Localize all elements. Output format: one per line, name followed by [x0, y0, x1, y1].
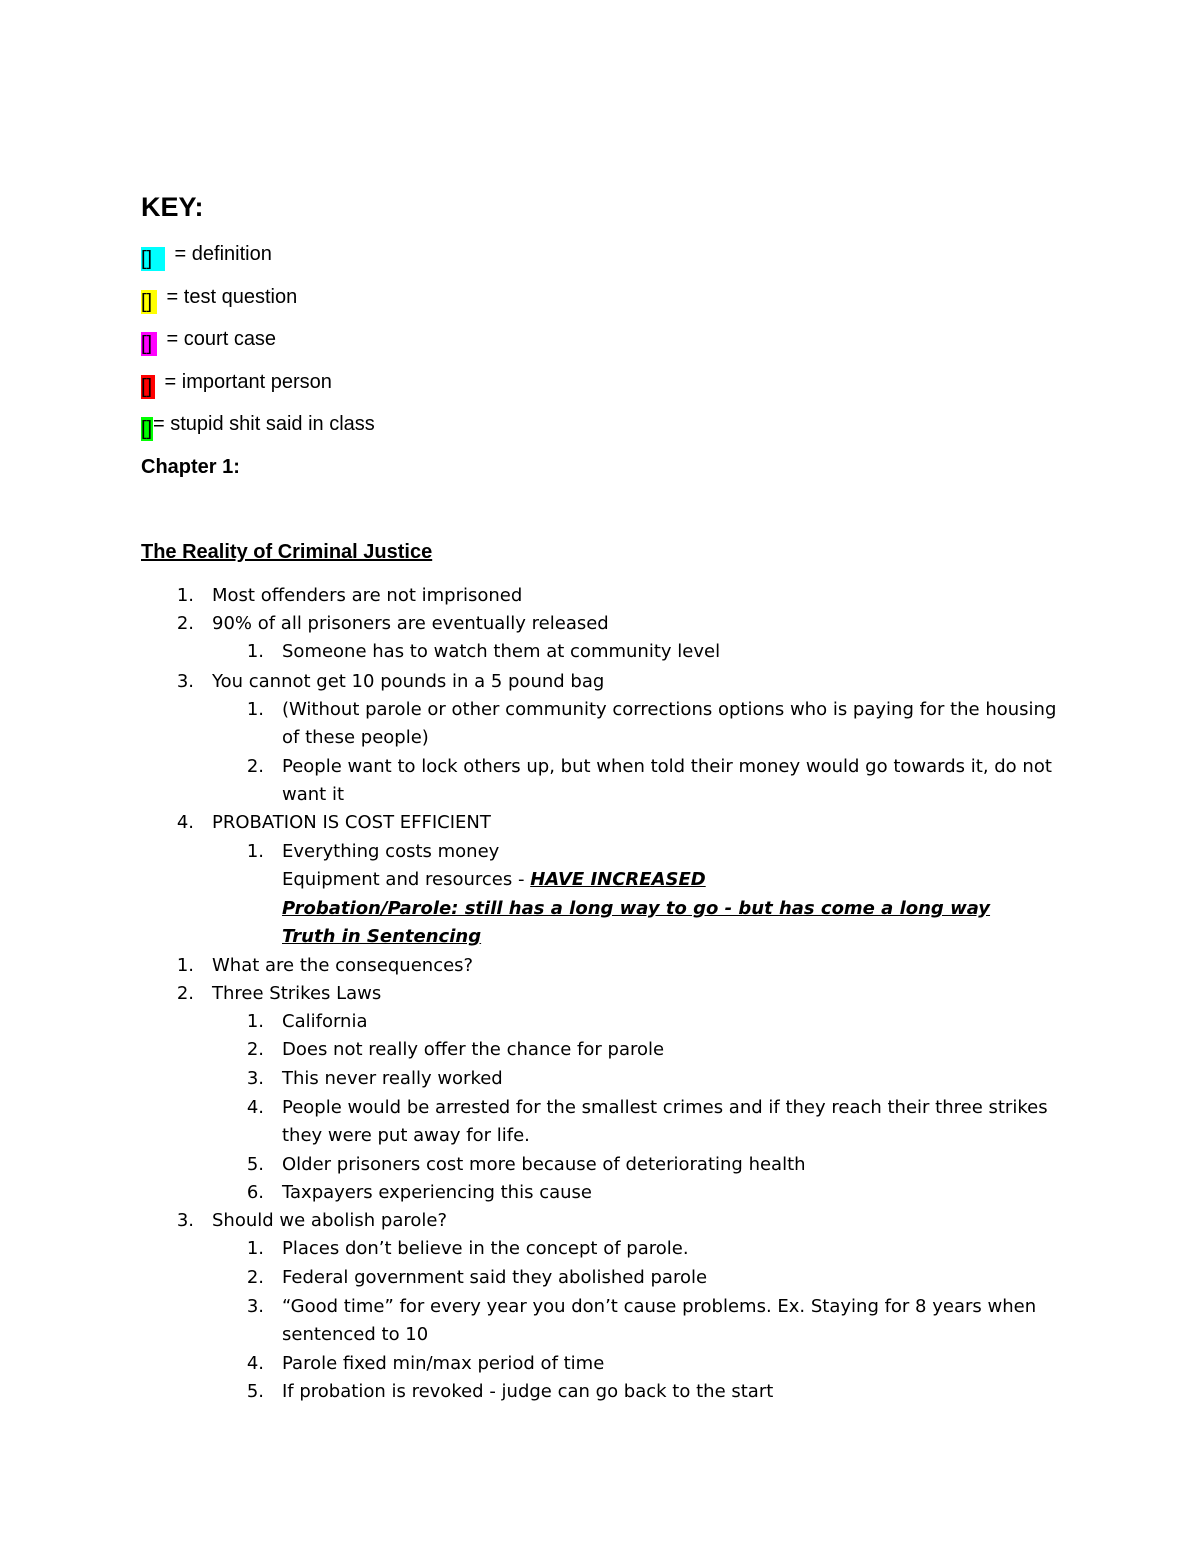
list-number: 2.: [176, 983, 194, 1004]
list-text: Most offenders are not imprisoned: [212, 585, 523, 606]
emphasis-text: Truth in Sentencing: [282, 926, 482, 947]
key-entry-test-question: [141, 284, 298, 313]
list-number: 6.: [246, 1182, 264, 1203]
list-text: (Without parole or other community corrections options who is paying for the housing: [282, 699, 1057, 720]
list-text: Everything costs money: [282, 841, 500, 862]
list-text: Should we abolish parole?: [212, 1210, 448, 1231]
list-number: 2.: [246, 756, 264, 777]
list-number: 3.: [246, 1296, 264, 1317]
list-number: 2.: [176, 613, 194, 634]
list-number: 5.: [246, 1154, 264, 1175]
list-number: 1.: [246, 699, 264, 720]
list-number: 2.: [246, 1267, 264, 1288]
key-entry-label: = test question: [161, 286, 298, 308]
list-number: 1.: [246, 841, 264, 862]
key-entry-court-case: [141, 326, 277, 355]
list-number: 1.: [246, 641, 264, 662]
list-number: 5.: [246, 1381, 264, 1402]
list-number: 1.: [246, 1238, 264, 1259]
list-text: California: [282, 1011, 368, 1032]
red-highlight-swatch: []: [141, 375, 155, 399]
list-text: of these people): [282, 727, 429, 748]
section-heading: The Reality of Criminal Justice: [141, 541, 433, 563]
key-entry-definition: [141, 241, 272, 270]
list-number: 4.: [176, 812, 194, 833]
magenta-highlight-swatch: []: [141, 332, 157, 356]
yellow-highlight-swatch: []: [141, 290, 157, 314]
list-text: 90% of all prisoners are eventually released: [212, 613, 609, 634]
list-text: This never really worked: [282, 1068, 503, 1089]
list-text: Does not really offer the chance for parole: [282, 1039, 665, 1060]
emphasis-text: HAVE INCREASED: [530, 869, 706, 890]
list-text: sentenced to 10: [282, 1324, 429, 1345]
list-number: 3.: [176, 1210, 194, 1231]
list-text: PROBATION IS COST EFFICIENT: [212, 812, 491, 833]
list-text: People want to lock others up, but when told their money would go towards it, do not: [282, 756, 1052, 777]
list-number: 3.: [176, 671, 194, 692]
list-number: 1.: [176, 955, 194, 976]
list-number: 1.: [176, 585, 194, 606]
key-entry-label: = court case: [161, 328, 277, 350]
list-text: “Good time” for every year you don’t cause problems. Ex. Staying for 8 years when: [282, 1296, 1037, 1317]
key-entry-class-comments: [141, 411, 375, 440]
key-entry-important-person: [141, 369, 332, 398]
key-entry-label: = important person: [159, 371, 332, 393]
list-text: You cannot get 10 pounds in a 5 pound bag: [212, 671, 605, 692]
key-entry-label: = definition: [169, 243, 272, 265]
emphasis-text: Probation/Parole: still has a long way to go - but has come a long way: [282, 898, 991, 919]
list-text: Three Strikes Laws: [212, 983, 382, 1004]
list-text: Taxpayers experiencing this cause: [282, 1182, 592, 1203]
list-number: 4.: [246, 1353, 264, 1374]
list-text: Parole fixed min/max period of time: [282, 1353, 605, 1374]
green-highlight-swatch: []: [141, 418, 153, 440]
list-text: Someone has to watch them at community level: [282, 641, 721, 662]
list-text: Older prisoners cost more because of deteriorating health: [282, 1154, 806, 1175]
list-text: If probation is revoked - judge can go back to the start: [282, 1381, 774, 1402]
list-text: want it: [282, 784, 344, 805]
list-number: 2.: [246, 1039, 264, 1060]
list-number: 3.: [246, 1068, 264, 1089]
chapter-heading: Chapter 1:: [141, 456, 240, 478]
list-note-text: [282, 866, 706, 894]
list-number: 1.: [246, 1011, 264, 1032]
list-number: 4.: [246, 1097, 264, 1118]
list-text: they were put away for life.: [282, 1125, 530, 1146]
key-entry-label: = stupid shit said in class: [153, 413, 375, 435]
list-text: What are the consequences?: [212, 955, 474, 976]
cyan-highlight-swatch: []: [141, 247, 165, 271]
key-title: KEY:: [141, 192, 204, 222]
list-text: People would be arrested for the smallest crimes and if they reach their three strikes: [282, 1097, 1048, 1118]
note-label: Equipment and resources -: [282, 869, 531, 890]
list-text: Places don’t believe in the concept of parole.: [282, 1238, 689, 1259]
list-text: Federal government said they abolished parole: [282, 1267, 708, 1288]
